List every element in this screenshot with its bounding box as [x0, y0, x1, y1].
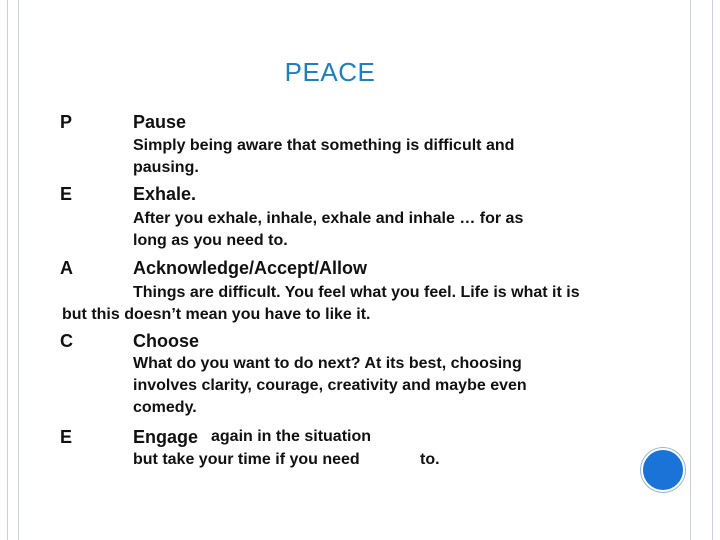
step-letter-p: P: [60, 112, 73, 132]
step-letter-a: A: [60, 258, 73, 278]
step-description-line: Things are difficult. You feel what you feel. Life is what it is: [133, 284, 580, 301]
step-heading-suffix: again in the situation: [211, 428, 372, 445]
step-description-line: long as you need to.: [133, 232, 288, 249]
slide-title: PEACE: [284, 57, 376, 87]
step-description-line: comedy.: [133, 399, 197, 416]
step-description-line: After you exhale, inhale, exhale and inhale … for as: [133, 210, 524, 227]
step-letter-c: C: [60, 331, 73, 351]
step-heading-exhale: Exhale.: [133, 184, 197, 204]
step-description-line: but this doesn’t mean you have to like it.: [62, 306, 371, 323]
step-description-line: but take your time if you need: [133, 451, 360, 468]
decorative-blue-circle: [641, 448, 685, 492]
step-description-line: involves clarity, courage, creativity and maybe even: [133, 377, 527, 394]
step-heading-engage: Engage: [133, 427, 199, 447]
step-description-line: to.: [420, 451, 440, 468]
step-heading-acknowledge: Acknowledge/Accept/Allow: [133, 258, 368, 278]
step-description-line: Simply being aware that something is difficult and: [133, 137, 515, 154]
step-letter-e: E: [60, 184, 73, 204]
step-description-line: What do you want to do next? At its best, choosing: [133, 355, 522, 372]
step-heading-choose: Choose: [133, 331, 200, 351]
step-heading-pause: Pause: [133, 112, 187, 132]
step-letter-e: E: [60, 427, 73, 447]
step-description-line: pausing.: [133, 159, 199, 176]
